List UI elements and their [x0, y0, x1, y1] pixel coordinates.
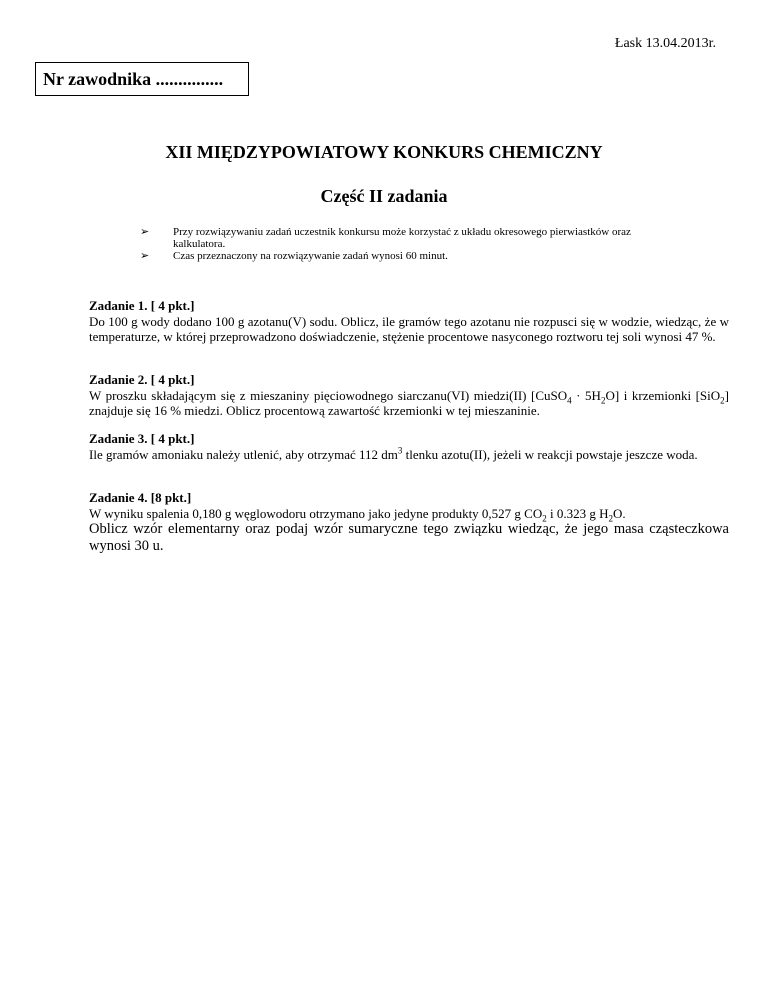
subscript: 2	[608, 513, 613, 524]
task-4	[89, 490, 729, 555]
contestant-number-box: Nr zawodnika ...............	[35, 62, 249, 96]
task-3	[89, 431, 729, 462]
task-body: Do 100 g wody dodano 100 g azotanu(V) sodu. Oblicz, ile gramów tego azotanu nie rozpusci się w wodzie, wiedząc, że w temperaturze, w której przeprowadzono doświadczenie, stężenie procentowe nasyconego roztworu tej soli wynosi 47 %.	[89, 313, 729, 344]
task-heading: Zadanie 3. [ 4 pkt.]	[89, 431, 195, 446]
task-text: ] znajduje się 16 % miedzi. Oblicz procentową zawartość krzemionki w tej mieszaninie.	[89, 387, 730, 418]
subscript: 2	[600, 395, 606, 406]
superscript: 3	[397, 445, 403, 456]
task-2	[89, 372, 729, 419]
task-body	[89, 506, 729, 522]
task-text: · 5H	[571, 387, 601, 403]
task-1	[89, 298, 729, 345]
instruction-text: Czas przeznaczony na rozwiązywanie zadań wynosi 60 minut.	[173, 250, 448, 262]
instruction-item	[140, 226, 640, 250]
task-text: i 0.323 g H	[546, 505, 609, 521]
task-heading: Zadanie 1. [ 4 pkt.]	[89, 298, 195, 313]
task-text: W wyniku spalenia 0,180 g węglowodoru otrzymano jako jedyne produkty 0,527 g CO	[89, 505, 543, 521]
instruction-text: Przy rozwiązywaniu zadań uczestnik konkursu może korzystać z układu okresowego pierwiastków oraz kalkulatora.	[173, 226, 631, 250]
arrow-bullet-icon: ➢	[140, 250, 150, 262]
task-body	[89, 447, 729, 463]
arrow-bullet-icon: ➢	[140, 226, 150, 238]
instruction-item	[140, 250, 640, 262]
document-subtitle: Część II zadania	[320, 186, 448, 206]
task-body	[89, 388, 729, 419]
task-text: tlenku azotu(II), jeżeli w reakcji powstaje jeszcze woda.	[402, 446, 698, 462]
subscript: 2	[720, 395, 725, 406]
date-location: Łask 13.04.2013r.	[614, 36, 716, 51]
task-text: O] i krzemionki [SiO	[605, 387, 721, 403]
subscript: 2	[542, 513, 547, 524]
subscript: 4	[567, 395, 572, 406]
task-heading: Zadanie 4. [8 pkt.]	[89, 490, 192, 505]
task-text: O.	[613, 505, 626, 521]
task-text: W proszku składającym się z mieszaniny pięciowodnego siarczanu(VI) miedzi(II) [CuSO	[89, 387, 568, 403]
task-text: Oblicz wzór elementarny oraz podaj wzór sumaryczne tego związku wiedząc, że jego masa cząsteczkowa wynosi 30 u.	[89, 521, 729, 554]
document-title: XII MIĘDZYPOWIATOWY KONKURS CHEMICZNY	[165, 142, 603, 162]
task-heading: Zadanie 2. [ 4 pkt.]	[89, 372, 195, 387]
instructions-list	[140, 226, 640, 262]
task-text: Ile gramów amoniaku należy utlenić, aby otrzymać 112 dm	[89, 446, 398, 462]
